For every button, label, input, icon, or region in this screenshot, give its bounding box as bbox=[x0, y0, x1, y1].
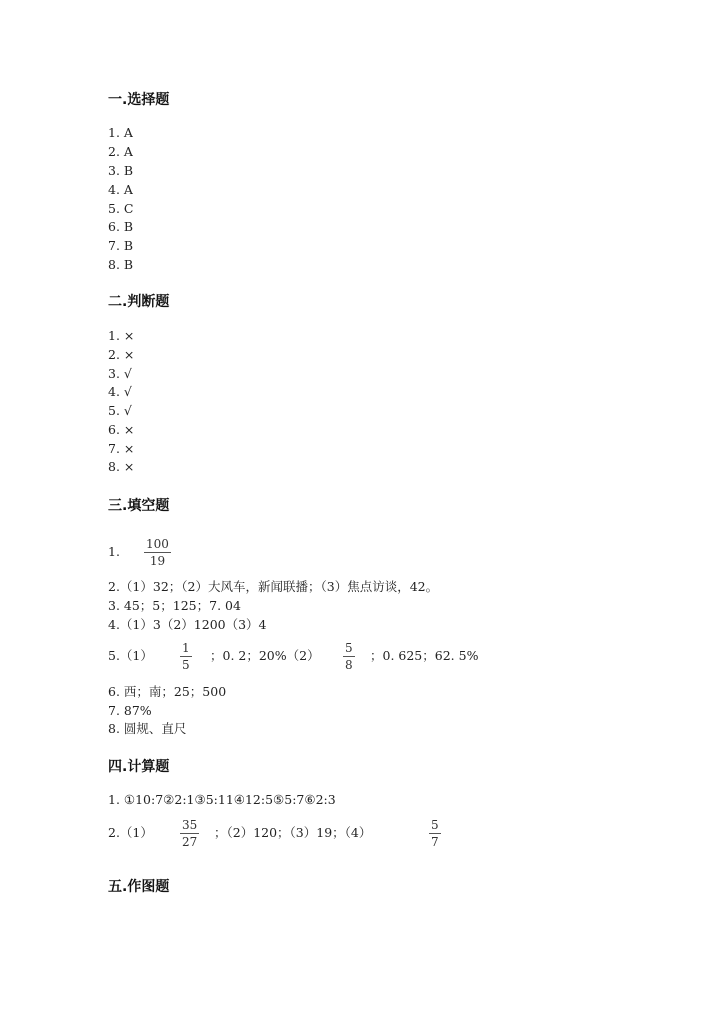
judge-answer-5: 5. √ bbox=[108, 403, 132, 418]
choice-answer-6: 6. B bbox=[108, 219, 134, 234]
choice-answer-3: 3. B bbox=[108, 163, 134, 178]
fraction-numerator: 5 bbox=[345, 641, 353, 655]
fill-answer-1-label: 1. bbox=[108, 544, 120, 559]
calc-answer-1: 1. ①10:7②2:1③5:11④12:5⑤5:7⑥2:3 bbox=[108, 792, 336, 807]
calc-answer-2-fraction-2 bbox=[429, 818, 441, 849]
calc-answer-2-middle: ；（2）120；（3）19；（4） bbox=[214, 825, 372, 840]
fraction-numerator: 1 bbox=[182, 641, 190, 655]
fraction-numerator: 100 bbox=[146, 537, 169, 551]
fill-answer-5-fraction-1 bbox=[180, 641, 192, 672]
fraction-denominator: 19 bbox=[149, 554, 166, 568]
fill-answer-3: 3. 45；5；125；7. 04 bbox=[108, 598, 241, 613]
section-5-title: 五.作图题 bbox=[108, 879, 170, 895]
judge-answer-4: 4. √ bbox=[108, 384, 132, 399]
judge-answer-1: 1. × bbox=[108, 328, 135, 343]
fraction-bar bbox=[180, 656, 192, 657]
calc-answer-2-fraction-1 bbox=[180, 818, 199, 849]
fill-answer-5-fraction-2 bbox=[343, 641, 355, 672]
fill-answer-5-middle: ；0. 2；20%（2） bbox=[210, 648, 320, 663]
section-2-title: 二.判断题 bbox=[108, 294, 170, 310]
fill-answer-8: 8. 圆规、直尺 bbox=[108, 721, 187, 736]
fill-answer-1-fraction bbox=[144, 537, 171, 568]
judge-answer-6: 6. × bbox=[108, 422, 135, 437]
choice-answer-7: 7. B bbox=[108, 238, 134, 253]
choice-answer-5: 5. C bbox=[108, 201, 134, 216]
fraction-numerator: 35 bbox=[182, 818, 198, 832]
fraction-numerator: 5 bbox=[431, 818, 439, 832]
fraction-bar bbox=[144, 552, 171, 553]
fraction-bar bbox=[343, 656, 355, 657]
choice-answer-8: 8. B bbox=[108, 257, 134, 272]
judge-answer-8: 8. × bbox=[108, 459, 135, 474]
judge-answer-2: 2. × bbox=[108, 347, 135, 362]
fill-answer-4: 4.（1）3（2）1200（3）4 bbox=[108, 617, 267, 632]
calc-answer-2-prefix: 2.（1） bbox=[108, 825, 153, 840]
choice-answer-4: 4. A bbox=[108, 182, 133, 197]
section-4-title: 四.计算题 bbox=[108, 759, 170, 775]
fraction-bar bbox=[429, 833, 441, 834]
fill-answer-5-prefix: 5.（1） bbox=[108, 648, 153, 663]
fill-answer-5-suffix: ；0. 625；62. 5% bbox=[370, 648, 479, 663]
fill-answer-2: 2.（1）32；（2）大风车，新闻联播；（3）焦点访谈，42。 bbox=[108, 579, 439, 594]
fraction-denominator: 5 bbox=[182, 658, 190, 672]
fraction-denominator: 8 bbox=[345, 658, 353, 672]
fill-answer-6: 6. 西；南；25；500 bbox=[108, 684, 227, 699]
judge-answer-7: 7. × bbox=[108, 441, 135, 456]
judge-answer-3: 3. √ bbox=[108, 366, 132, 381]
choice-answer-2: 2. A bbox=[108, 144, 133, 159]
section-1-title: 一.选择题 bbox=[108, 92, 170, 108]
fraction-bar bbox=[180, 833, 199, 834]
fraction-denominator: 7 bbox=[431, 835, 439, 849]
choice-answer-1: 1. A bbox=[108, 125, 133, 140]
fraction-denominator: 27 bbox=[182, 835, 198, 849]
section-3-title: 三.填空题 bbox=[108, 498, 170, 514]
fill-answer-7: 7. 87% bbox=[108, 703, 152, 718]
